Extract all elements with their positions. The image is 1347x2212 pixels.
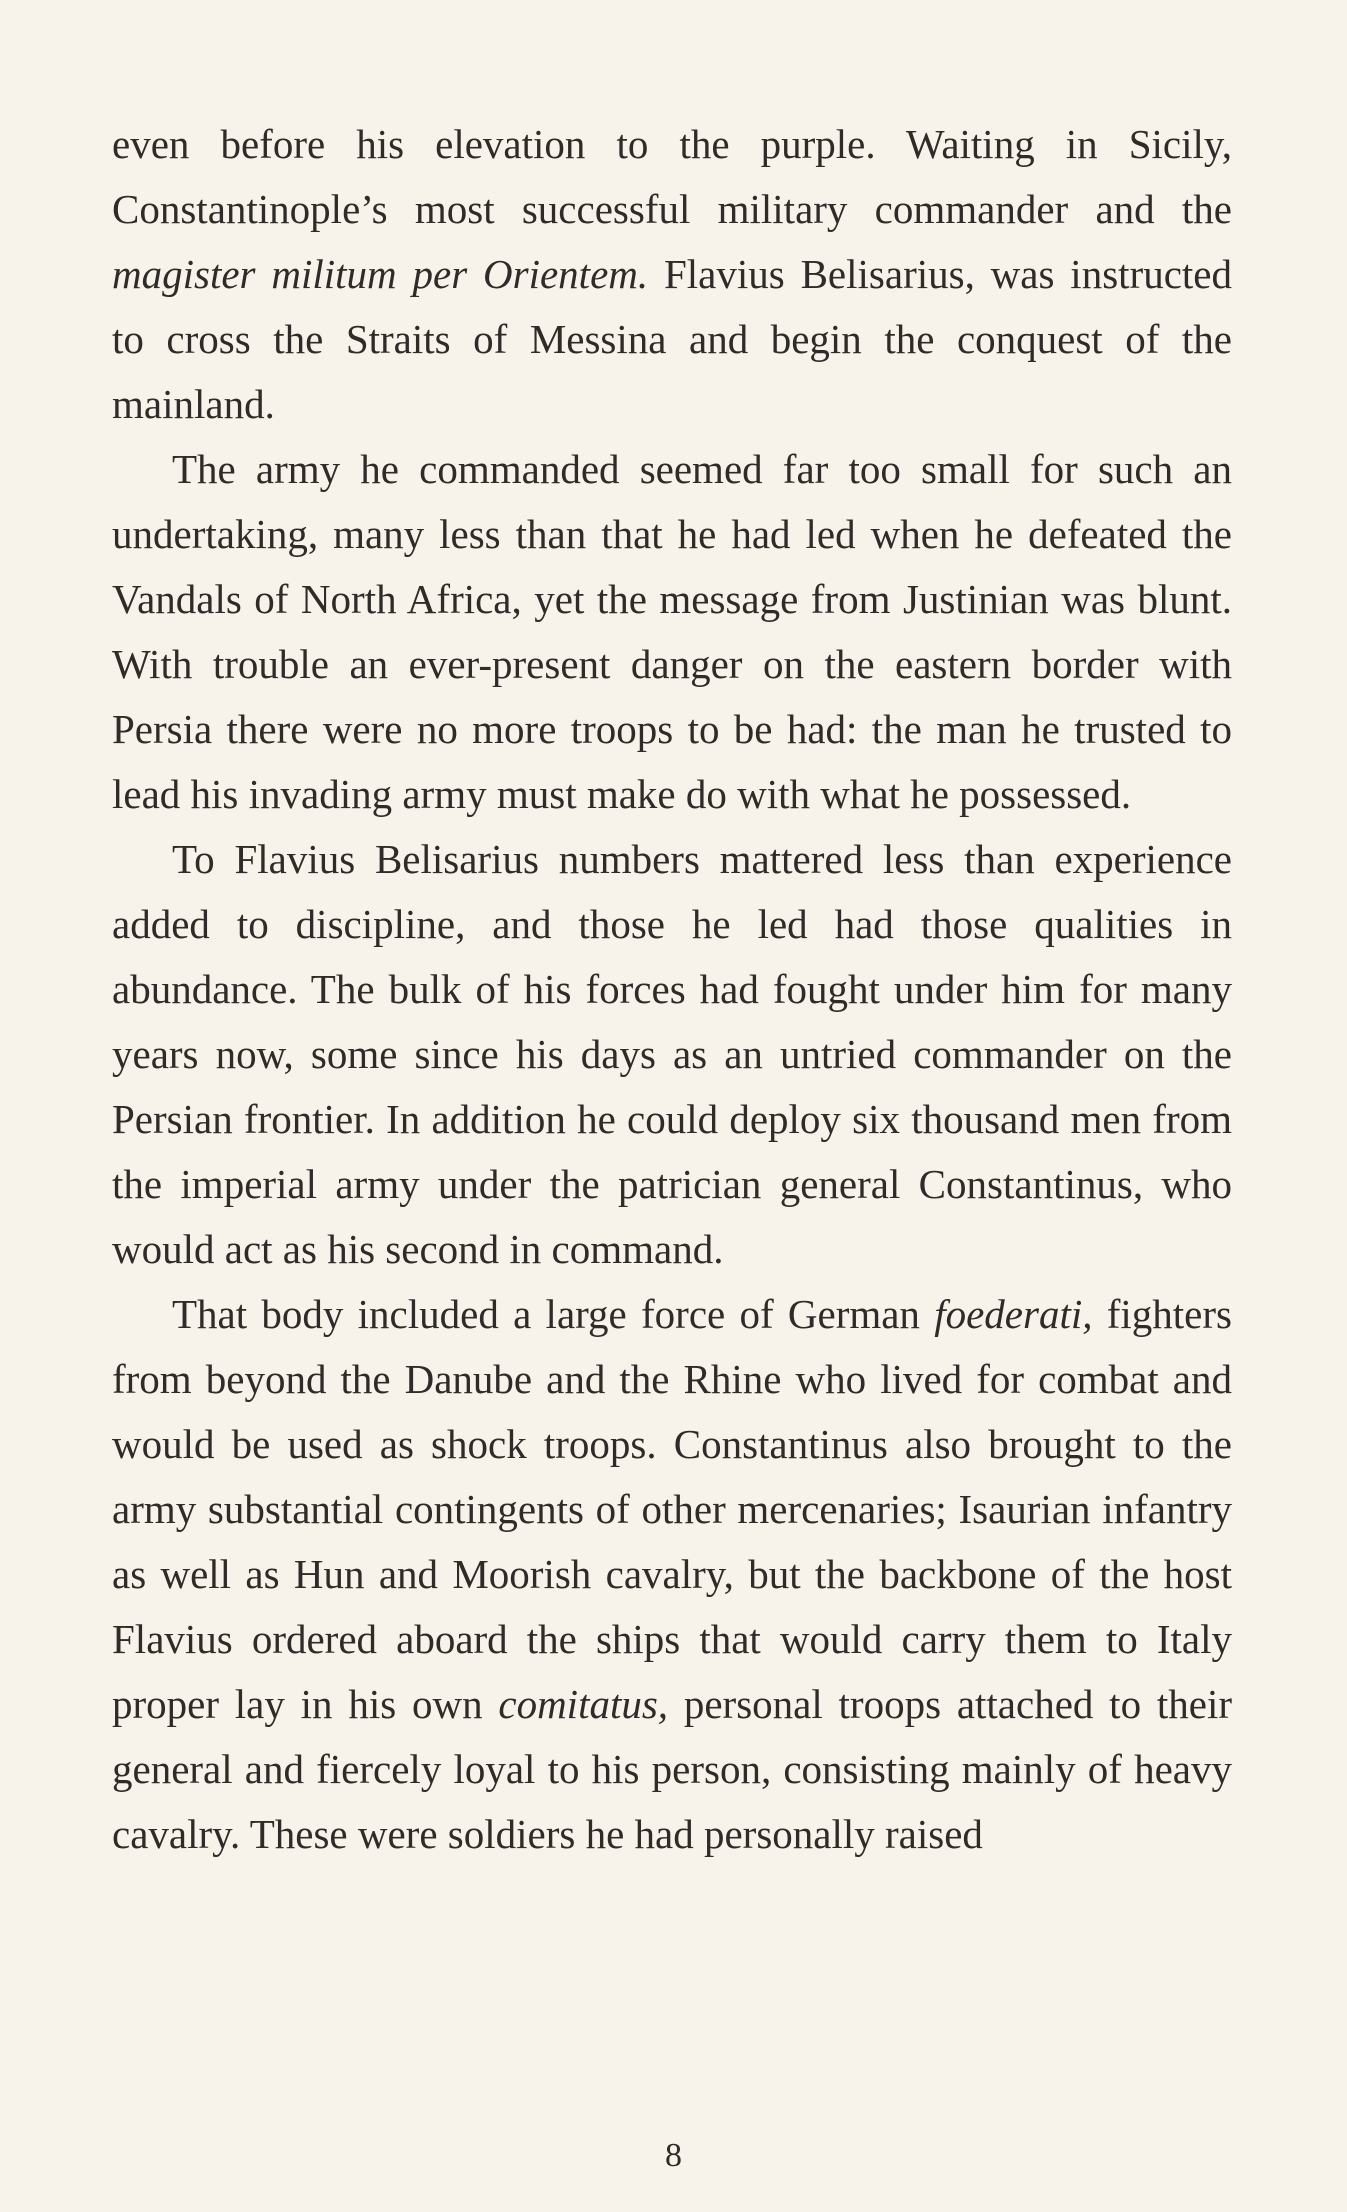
- paragraph-2: [112, 437, 1232, 827]
- paragraph-1-segment-1: even before his elevation to the purple. Waiting in Sicily, Constantinople’s most successful military commander and the: [112, 121, 1232, 232]
- page-number: 8: [665, 2137, 682, 2174]
- paragraph-3: [112, 827, 1232, 1282]
- paragraph-4: [112, 1282, 1232, 1867]
- paragraph-4-segment-1: That body included a large force of German: [172, 1291, 935, 1337]
- paragraph-1-segment-3: Flavius Belisarius, was instructed to cross the Straits of Messina and begin the conquest of the mainland.: [112, 251, 1232, 427]
- paragraph-2-segment-1: The army he commanded seemed far too small for such an undertaking, many less than that he had led when he defeated the Vandals of North Africa, yet the message from Justinian was blunt. With trouble an ever-present danger on the eastern border with Persia there were no more troops to be had: the man he trusted to lead his invading army must make do with what he possessed.: [112, 446, 1232, 817]
- paragraph-4-segment-5: personal troops attached to their general and fiercely loyal to his person, consisting mainly of heavy cavalry. These were soldiers he had personally raised: [112, 1681, 1232, 1857]
- paragraph-4-italic-comitatus: comitatus,: [498, 1681, 669, 1727]
- body-text: [112, 112, 1232, 1867]
- paragraph-3-segment-1: To Flavius Belisarius numbers mattered less than experience added to discipline, and those he led had those qualities in abundance. The bulk of his forces had fought under him for many years now, some since his days as an untried commander on the Persian frontier. In addition he could deploy six thousand men from the imperial army under the patrician general Constantinus, who would act as his second in command.: [112, 836, 1232, 1272]
- paragraph-4-segment-3: fighters from beyond the Danube and the Rhine who lived for combat and would be used as shock troops. Constantinus also brought to the army substantial contingents of other mercenaries; Isaurian infantry as well as Hun and Moorish cavalry, but the backbone of the host Flavius ordered aboard the ships that would carry them to Italy proper lay in his own: [112, 1291, 1232, 1727]
- paragraph-1-italic-latin-term: magister militum per Orientem.: [112, 251, 649, 297]
- paragraph-4-italic-foederati: foederati,: [934, 1291, 1093, 1337]
- paragraph-1: [112, 112, 1232, 437]
